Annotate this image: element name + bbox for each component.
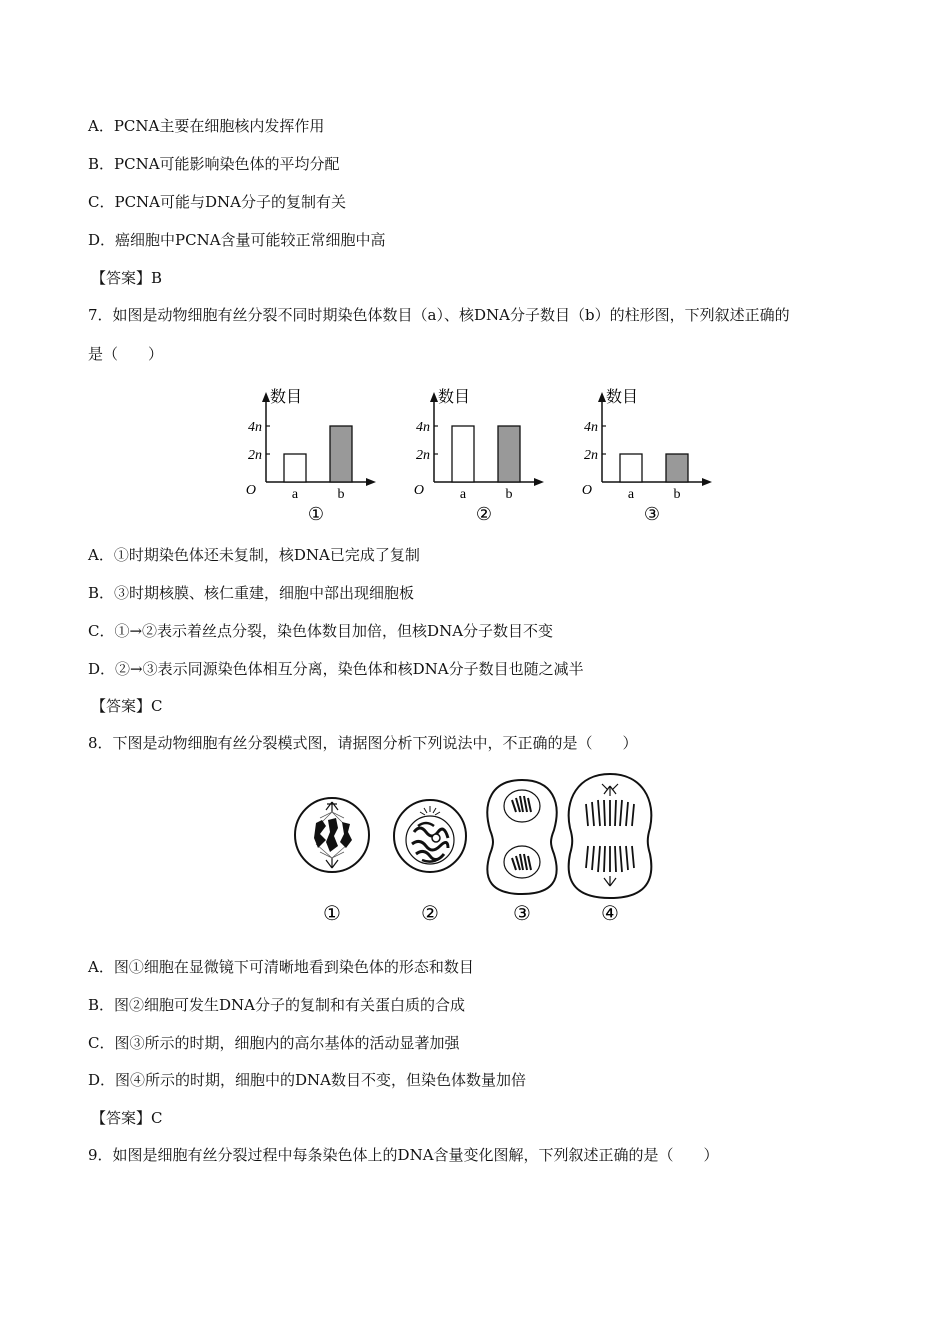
chart-1-title: ① (307, 504, 325, 524)
chart-2-title: ② (475, 504, 493, 524)
chart-3-x-arrow (702, 478, 712, 486)
chart-2-tick-label-2: 2n (416, 448, 430, 463)
chart-2-category-b: b (505, 487, 513, 502)
q7-option-d: D．②→③表示同源染色体相互分离，染色体和核DNA分子数目也随之减半 (88, 660, 584, 678)
q8-figure-label-3: ③ (513, 901, 531, 925)
chart-3-title: ③ (643, 504, 661, 524)
chart-1-bar-a (284, 454, 306, 482)
q7-bar-charts (230, 380, 730, 530)
q6-option-d: D．癌细胞中PCNA含量可能较正常细胞中高 (88, 231, 386, 249)
chart-1-category-a: a (291, 487, 299, 502)
cell-metaphase-illustration (295, 798, 369, 872)
chart-1-category-b: b (337, 487, 345, 502)
chart-1-bar-b (330, 426, 352, 482)
q6-option-b: B．PCNA可能影响染色体的平均分配 (88, 155, 340, 173)
chart-3-bar-b (666, 454, 688, 482)
chart-1-y-arrow (262, 392, 270, 402)
q8-figure-label-1: ① (323, 901, 341, 925)
chart-1-tick-label-2: 2n (248, 448, 262, 463)
q9-stem: 9．如图是细胞有丝分裂过程中每条染色体上的DNA含量变化图解，下列叙述正确的是（ ） (88, 1146, 719, 1164)
q8-option-d: D．图④所示的时期，细胞中的DNA数目不变，但染色体数量加倍 (88, 1071, 527, 1089)
chart-1-tick-label-4: 4n (248, 420, 262, 435)
chart-1-ylabel: 数目 (270, 389, 303, 406)
q8-figure-label-2: ② (421, 901, 439, 925)
q7-answer: 【答案】C (91, 697, 163, 715)
chart-1-origin: O (245, 483, 256, 498)
q7-stem-line1: 7．如图是动物细胞有丝分裂不同时期染色体数目（a）、核DNA分子数目（b）的柱形图，下列叙述正确的 (88, 306, 790, 324)
cell-telophase-illustration (487, 780, 556, 894)
q7-option-b: B．③时期核膜、核仁重建，细胞中部出现细胞板 (88, 584, 415, 602)
chart-2-bar-b (498, 426, 520, 482)
chart-2-tick-label-4: 4n (416, 420, 430, 435)
cell-prophase-illustration (394, 800, 466, 872)
q8-mitosis-figure (290, 768, 670, 928)
q7-option-c: C．①→②表示着丝点分裂，染色体数目加倍，但核DNA分子数目不变 (88, 622, 554, 640)
chart-3-ylabel: 数目 (606, 389, 639, 406)
chart-2-x-arrow (534, 478, 544, 486)
q8-option-b: B．图②细胞可发生DNA分子的复制和有关蛋白质的合成 (88, 996, 466, 1014)
chart-2-y-arrow (430, 392, 438, 402)
chart-3-origin: O (581, 483, 592, 498)
chart-2-bar-a (452, 426, 474, 482)
chart-2-ylabel: 数目 (438, 389, 471, 406)
q7-stem-line2: 是（ ） (88, 345, 164, 363)
chart-2-origin: O (413, 483, 424, 498)
q8-figure-label-4: ④ (601, 901, 619, 925)
q6-option-c: C．PCNA可能与DNA分子的复制有关 (88, 193, 346, 211)
q8-answer: 【答案】C (91, 1109, 163, 1127)
cell-anaphase-illustration (569, 774, 652, 898)
chart-3-category-b: b (673, 487, 681, 502)
q7-bar-charts-svg (230, 380, 730, 530)
q7-option-a: A．①时期染色体还未复制，核DNA已完成了复制 (88, 546, 420, 564)
q8-stem: 8．下图是动物细胞有丝分裂模式图，请据图分析下列说法中，不正确的是（ ） (88, 734, 638, 752)
q6-option-a: A．PCNA主要在细胞核内发挥作用 (88, 117, 325, 135)
chart-3-category-a: a (627, 487, 635, 502)
chart-3-tick-label-4: 4n (584, 420, 598, 435)
q8-option-c: C．图③所示的时期，细胞内的高尔基体的活动显著加强 (88, 1034, 460, 1052)
chart-3-tick-label-2: 2n (584, 448, 598, 463)
mitosis-cells-svg (290, 768, 670, 928)
chart-3-y-arrow (598, 392, 606, 402)
chart-3-bar-a (620, 454, 642, 482)
chart-2-category-a: a (459, 487, 467, 502)
chart-1-x-arrow (366, 478, 376, 486)
q8-option-a: A．图①细胞在显微镜下可清晰地看到染色体的形态和数目 (88, 958, 474, 976)
q6-answer: 【答案】B (91, 269, 163, 287)
